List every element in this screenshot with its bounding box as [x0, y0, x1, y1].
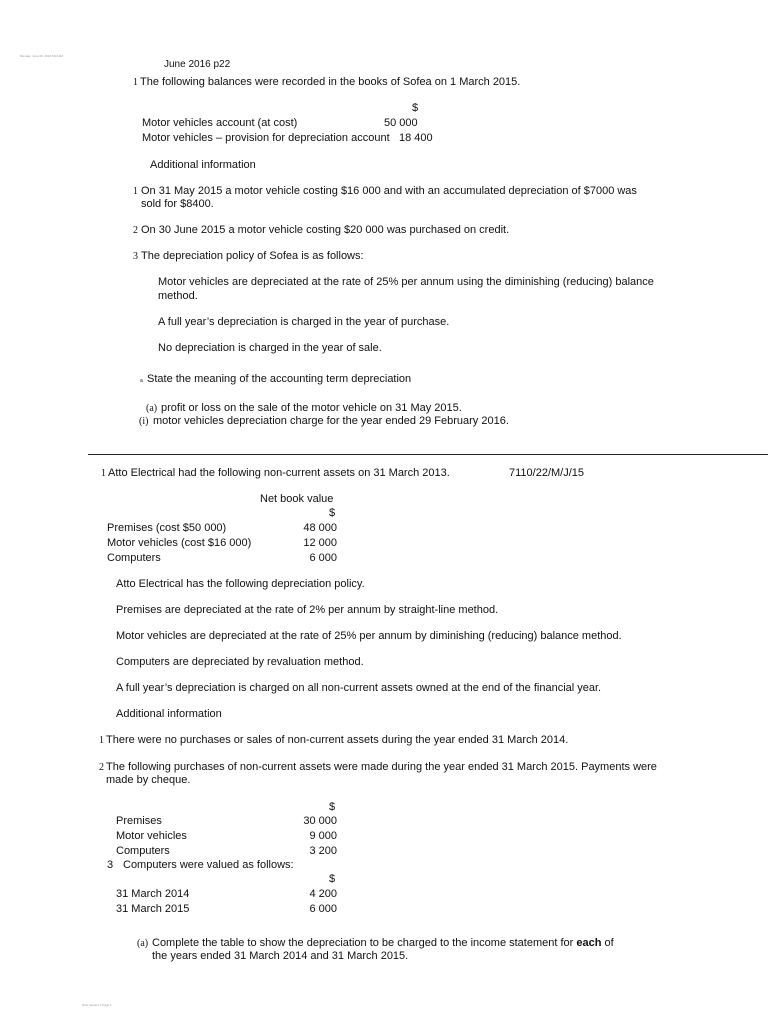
q2-additional-info: Additional information: [116, 708, 222, 720]
section-divider: [88, 454, 768, 455]
q2-number: 1: [101, 468, 106, 479]
q2-valuation-value: 4 200: [309, 888, 337, 900]
q2-item1-number: 1: [99, 735, 104, 746]
q1-row2-label: Motor vehicles – provision for depreciation account: [142, 132, 390, 144]
q2-valuation-label: 31 March 2014: [116, 888, 190, 900]
q2-item2-line1: The following purchases of non-current assets were made during the year ended 31 March 2015. Payments were: [106, 761, 657, 773]
q2-valuation-label: 31 March 2015: [116, 903, 190, 915]
q2-asset-value: 48 000: [303, 522, 337, 534]
q2-policy1: Premises are depreciated at the rate of 2% per annum by straight-line method.: [116, 604, 499, 616]
q2-purchase-label: Computers: [116, 845, 170, 857]
q1-part-a-marker: (a): [146, 403, 158, 414]
q1-number: 1: [133, 77, 138, 88]
q2-policy4: A full year’s depreciation is charged on all non-current assets owned at the end of the financial year.: [116, 682, 602, 694]
q2-part-a-line2: the years ended 31 March 2014 and 31 March 2015.: [152, 950, 409, 962]
page-footer: New Section 1 Page 1: [82, 1003, 112, 1007]
q2-asset-label: Premises (cost $50 000): [107, 522, 227, 534]
q2-nbv-header: Net book value: [260, 493, 334, 505]
q2-purchase-label: Premises: [116, 815, 162, 827]
q1-row2-value: 18 400: [399, 132, 433, 144]
q2-paper-code: 7110/22/M/J/15: [509, 467, 585, 479]
q2-item2-number: 2: [99, 762, 104, 773]
q2-policy2: Motor vehicles are depreciated at the rate of 25% per annum by diminishing (reducing) balance method.: [116, 630, 622, 642]
q1-item1-line2: sold for $8400.: [141, 198, 214, 210]
q1-item2: On 30 June 2015 a motor vehicle costing $20 000 was purchased on credit.: [141, 224, 510, 236]
q2-purchases-currency: $: [329, 801, 336, 813]
q1-row1-label: Motor vehicles account (at cost): [142, 117, 298, 129]
q1-intro: The following balances were recorded in the books of Sofea on 1 March 2015.: [140, 76, 521, 88]
q1-policy3: No depreciation is charged in the year of sale.: [158, 342, 382, 354]
q1-task-state: State the meaning of the accounting term depreciation: [147, 373, 412, 385]
q1-item1-number: 1: [133, 186, 138, 197]
q1-item1-line1: On 31 May 2015 a motor vehicle costing $16 000 and with an accumulated depreciation of $7000 was: [141, 185, 637, 197]
q2-policy3: Computers are depreciated by revaluation method.: [116, 656, 364, 668]
q2-part-a-text-end: of: [604, 937, 614, 949]
q2-item3: Computers were valued as follows:: [123, 859, 294, 871]
q1-currency-header: $: [412, 102, 419, 114]
q2-part-a-text: Complete the table to show the depreciation to be charged to the income statement for: [152, 937, 574, 949]
q2-intro: Atto Electrical had the following non-current assets on 31 March 2013.: [108, 467, 450, 479]
q1-task-marker: a: [140, 378, 143, 384]
q2-asset-label: Motor vehicles (cost $16 000): [107, 537, 252, 549]
q1-policy2: A full year’s depreciation is charged in the year of purchase.: [158, 316, 450, 328]
q1-part-i-marker: (i): [139, 416, 149, 427]
page-timestamp: Monday, June 06, 2016 8:04 AM: [20, 54, 63, 58]
q2-part-a-emphasis: each: [576, 937, 602, 949]
q1-row1-value: 50 000: [384, 117, 418, 129]
q1-item2-number: 2: [133, 225, 138, 236]
question-heading: June 2016 p22: [164, 59, 231, 70]
q2-valuation-currency: $: [329, 873, 336, 885]
q1-policy1-line2: method.: [158, 290, 198, 302]
q2-valuation-value: 6 000: [309, 903, 337, 915]
q2-asset-value: 6 000: [309, 552, 337, 564]
q2-asset-label: Computers: [107, 552, 161, 564]
q2-part-a-marker: (a): [137, 938, 149, 949]
q1-policy1-line1: Motor vehicles are depreciated at the rate of 25% per annum using the diminishing (reducing) balance: [158, 276, 654, 288]
q2-purchase-value: 3 200: [309, 845, 337, 857]
q1-part-i: motor vehicles depreciation charge for the year ended 29 February 2016.: [153, 415, 509, 427]
q1-part-a: profit or loss on the sale of the motor vehicle on 31 May 2015.: [161, 402, 462, 414]
q2-part-a-line1: [152, 937, 614, 950]
q2-nbv-currency: $: [329, 507, 336, 519]
q2-item2-line2: made by cheque.: [106, 774, 191, 786]
q2-purchase-value: 30 000: [303, 815, 337, 827]
q2-asset-value: 12 000: [303, 537, 337, 549]
q1-item3-number: 3: [133, 251, 138, 262]
q2-purchase-label: Motor vehicles: [116, 830, 187, 842]
q2-item3-number: 3: [107, 859, 114, 871]
q1-additional-info: Additional information: [150, 159, 256, 171]
q2-item1: There were no purchases or sales of non-current assets during the year ended 31 March 2014.: [106, 734, 569, 746]
q2-policy-intro: Atto Electrical has the following depreciation policy.: [116, 578, 365, 590]
q2-purchase-value: 9 000: [309, 830, 337, 842]
q1-item3: The depreciation policy of Sofea is as follows:: [141, 250, 364, 262]
